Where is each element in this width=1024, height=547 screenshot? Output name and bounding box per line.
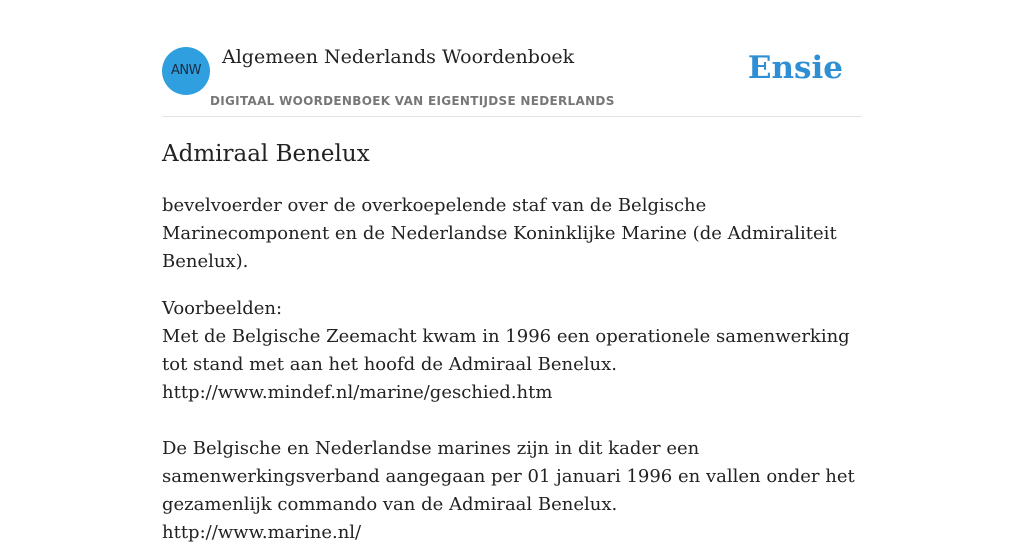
ensie-brand-link[interactable]: Ensie bbox=[747, 50, 843, 86]
page-title: Admiraal Benelux bbox=[162, 141, 370, 167]
example-source-link[interactable]: http://www.mindef.nl/marine/geschied.htm bbox=[162, 382, 553, 403]
example-text: De Belgische en Nederlandse marines zijn in dit kader een samenwerkingsverband aangegaan per 01 januari 1996 en vallen onder het gezamenlijk commando van de Admiraal Benelux. bbox=[162, 438, 855, 515]
site-header bbox=[162, 46, 862, 117]
examples-label: Voorbeelden: bbox=[162, 298, 283, 319]
definition-text: bevelvoerder over de overkoepelende staf van de Belgische Marinecomponent en de Nederlandse Koninklijke Marine (de Admiraliteit Benelux). bbox=[162, 195, 837, 272]
entry-content bbox=[162, 138, 864, 547]
example-spacer bbox=[162, 407, 864, 435]
example-source-link[interactable]: http://www.marine.nl/ bbox=[162, 522, 362, 543]
anw-logo[interactable]: ANW bbox=[162, 47, 210, 95]
examples-section bbox=[162, 295, 864, 547]
site-subtitle: DIGITAAL WOORDENBOEK VAN EIGENTIJDSE NEDERLANDS bbox=[210, 94, 615, 108]
example-text: Met de Belgische Zeemacht kwam in 1996 een operationele samenwerking tot stand met aan het hoofd de Admiraal Benelux. bbox=[162, 326, 850, 375]
site-title[interactable]: Algemeen Nederlands Woordenboek bbox=[222, 46, 575, 68]
